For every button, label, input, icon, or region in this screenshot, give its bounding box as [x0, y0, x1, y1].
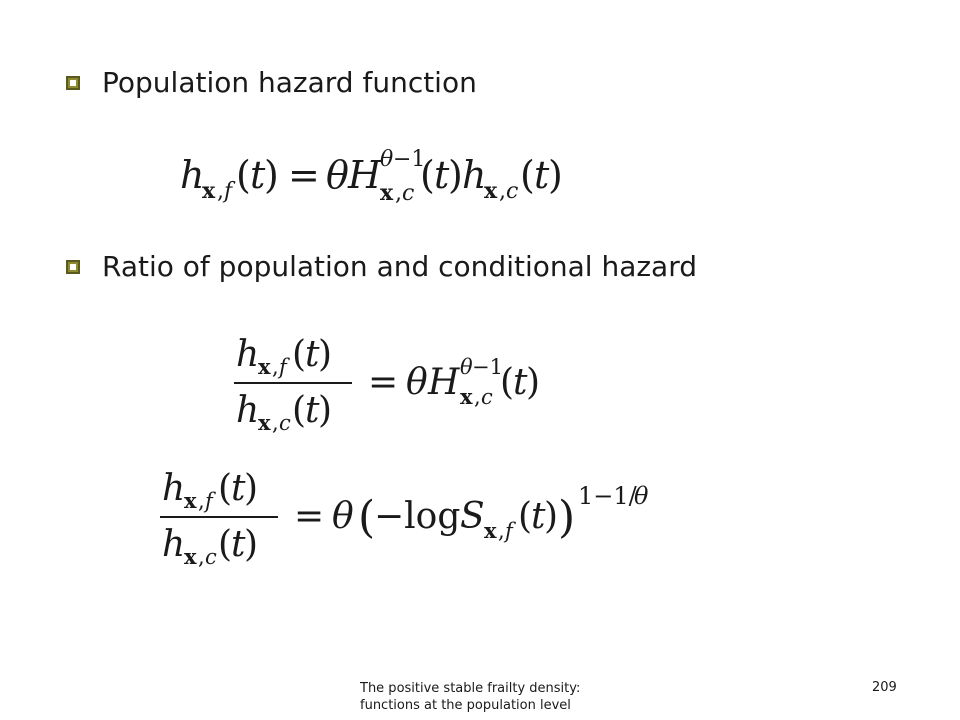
svg-text:=: = [288, 153, 320, 197]
svg-text:t: t [231, 524, 246, 565]
svg-text:x: x [202, 178, 216, 204]
svg-text:t: t [531, 496, 546, 537]
svg-text:θ: θ [460, 355, 473, 379]
svg-text:x: x [184, 544, 197, 569]
svg-text:,: , [272, 355, 279, 379]
svg-text:(: ( [292, 334, 307, 375]
bullet-text: Ratio of population and conditional hazard [102, 250, 697, 283]
svg-text:t: t [305, 390, 320, 431]
svg-text:): ) [318, 390, 333, 431]
svg-text:(: ( [500, 362, 515, 403]
svg-text:x: x [484, 178, 498, 204]
svg-text:,: , [474, 385, 481, 409]
svg-text:): ) [318, 334, 333, 375]
svg-text:−1: −1 [472, 355, 503, 379]
svg-text:): ) [544, 496, 559, 537]
svg-text:): ) [244, 524, 259, 565]
svg-text:c: c [506, 179, 519, 204]
bullet-population-hazard [66, 66, 477, 99]
svg-text:): ) [548, 153, 563, 197]
svg-text:c: c [279, 411, 291, 435]
svg-text:t: t [250, 153, 266, 197]
svg-text:): ) [558, 492, 576, 543]
svg-text:−1: −1 [393, 147, 426, 172]
svg-text:x: x [258, 410, 271, 435]
svg-text:): ) [244, 468, 259, 509]
page-number: 209 [872, 680, 897, 695]
svg-text:x: x [258, 354, 271, 379]
svg-text:h: h [236, 390, 260, 431]
svg-text:,: , [499, 179, 506, 204]
svg-text:c: c [402, 181, 415, 206]
svg-text:,: , [198, 489, 205, 513]
svg-text:c: c [205, 545, 217, 569]
equation-hazard-ratio [234, 328, 594, 442]
svg-text:t: t [231, 468, 246, 509]
svg-text:(: ( [358, 492, 376, 543]
square-bullet-icon [66, 76, 80, 90]
svg-text:x: x [380, 180, 394, 206]
footer-line-2: functions at the population level [360, 698, 571, 713]
svg-text:h: h [236, 334, 260, 375]
svg-text:=: = [368, 362, 399, 403]
equation-population-hazard [180, 140, 640, 224]
svg-text:θ: θ [406, 362, 428, 403]
footer-title [360, 680, 680, 714]
footer-line-1: The positive stable frailty density: [360, 681, 581, 696]
bullet-text: Population hazard function [102, 66, 477, 99]
svg-text:x: x [184, 488, 197, 513]
svg-text:θ: θ [380, 147, 394, 172]
svg-text:,: , [198, 545, 205, 569]
svg-text:θ: θ [634, 482, 649, 510]
svg-text:h: h [162, 524, 186, 565]
svg-text:f: f [205, 489, 213, 513]
svg-text:): ) [448, 153, 463, 197]
svg-text:,: , [272, 411, 279, 435]
svg-text:(: ( [520, 153, 535, 197]
svg-text:): ) [264, 153, 279, 197]
svg-text:−log: −log [374, 496, 461, 537]
svg-text:f: f [279, 355, 287, 379]
svg-text:,: , [217, 179, 224, 204]
svg-text:(: ( [236, 153, 251, 197]
svg-text:H: H [428, 362, 460, 403]
svg-text:=: = [294, 496, 325, 537]
svg-text:t: t [305, 334, 320, 375]
bullet-ratio-hazard [66, 250, 697, 283]
svg-text:(: ( [518, 496, 533, 537]
svg-text:1−1/: 1−1/ [578, 482, 637, 510]
svg-text:h: h [162, 468, 186, 509]
svg-text:f: f [224, 179, 233, 204]
svg-text:t: t [534, 153, 550, 197]
svg-text:θ: θ [326, 153, 349, 197]
svg-text:c: c [481, 385, 493, 409]
svg-text:(: ( [292, 390, 307, 431]
square-bullet-icon [66, 260, 80, 274]
svg-text:,: , [395, 181, 402, 206]
svg-text:): ) [526, 362, 541, 403]
svg-text:(: ( [420, 153, 435, 197]
svg-text:x: x [484, 518, 497, 543]
svg-text:x: x [460, 384, 473, 409]
svg-text:H: H [348, 153, 382, 197]
svg-text:h: h [180, 153, 205, 197]
svg-text:f: f [505, 519, 513, 543]
equation-hazard-ratio-log [160, 462, 700, 576]
svg-text:(: ( [218, 524, 233, 565]
svg-text:t: t [434, 153, 450, 197]
svg-text:(: ( [218, 468, 233, 509]
svg-text:,: , [498, 519, 505, 543]
svg-text:S: S [460, 496, 485, 537]
svg-text:θ: θ [332, 496, 354, 537]
svg-text:h: h [462, 153, 487, 197]
svg-text:t: t [513, 362, 528, 403]
